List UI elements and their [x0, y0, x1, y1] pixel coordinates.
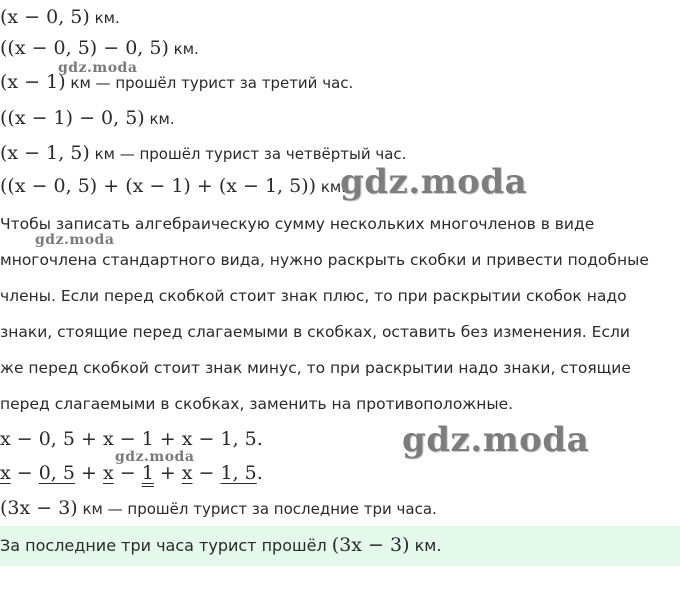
- like-term-x: x: [181, 462, 193, 484]
- watermark: gdz.moda: [402, 420, 590, 460]
- watermark: gdz.moda: [35, 232, 115, 248]
- line-text: км — прошёл турист за последние три часа.: [77, 500, 437, 518]
- math-expression: (x − 1, 5): [0, 142, 90, 164]
- paragraph-line: многочлена стандартного вида, нужно раскрыть скобки и привести подобные: [0, 251, 649, 269]
- paragraph-line: знаки, стоящие перед слагаемыми в скобках, оставить без изменения. Если: [0, 323, 630, 341]
- equation-line-6: [0, 175, 346, 197]
- math-expression: (3x − 3): [0, 497, 78, 519]
- math-expression: ((x − 0, 5) − 0, 5): [0, 37, 169, 59]
- answer-math: (3x − 3): [331, 534, 410, 556]
- line-text: км.: [168, 40, 199, 58]
- paragraph-line: Чтобы записать алгебраическую сумму нескольких многочленов в виде: [0, 215, 595, 233]
- punctuation: .: [256, 462, 263, 484]
- line-text: км.: [316, 178, 346, 196]
- watermark: gdz.moda: [340, 162, 528, 202]
- like-term-const: 0, 5: [38, 462, 75, 484]
- like-term-const: 1: [141, 462, 154, 484]
- math-expression: ((x − 0, 5) + (x − 1) + (x − 1, 5)): [0, 175, 317, 197]
- grouped-expression: [0, 462, 263, 484]
- answer-line: [0, 534, 441, 556]
- paragraph-line: члены. Если перед скобкой стоит знак плюс, то при раскрытии скобок надо: [0, 287, 627, 305]
- equation-line-2: [0, 37, 199, 59]
- watermark: gdz.moda: [115, 449, 195, 465]
- math-expression: (x − 0, 5): [0, 6, 90, 28]
- operator: −: [10, 462, 39, 484]
- like-term-const: 1, 5: [220, 462, 257, 484]
- answer-unit: км.: [409, 536, 442, 555]
- like-term-x: x: [102, 462, 114, 484]
- math-expression: (x − 1): [0, 71, 66, 93]
- paragraph-line: же перед скобкой стоит знак минус, то при раскрытии надо знаки, стоящие: [0, 359, 631, 377]
- equation-line-1: [0, 6, 120, 28]
- operator: +: [74, 462, 103, 484]
- result-line: [0, 497, 437, 519]
- line-text: км.: [89, 9, 120, 27]
- expanded-expression: [0, 428, 263, 450]
- line-text: км — прошёл турист за четвёртый час.: [89, 145, 407, 163]
- answer-text: За последние три часа турист прошёл: [0, 536, 332, 555]
- equation-line-5: [0, 142, 406, 164]
- paragraph-line: перед слагаемыми в скобках, заменить на противоположные.: [0, 395, 514, 413]
- math-expression: x − 0, 5 + x − 1 + x − 1, 5.: [0, 428, 263, 450]
- line-text: км.: [144, 110, 175, 128]
- watermark: gdz.moda: [58, 60, 138, 76]
- operator: +: [153, 462, 182, 484]
- like-term-x: x: [0, 462, 11, 484]
- operator: −: [192, 462, 221, 484]
- equation-line-4: [0, 107, 175, 129]
- equation-line-3: [0, 71, 353, 93]
- line-text: км — прошёл турист за третий час.: [65, 74, 354, 92]
- operator: −: [113, 462, 142, 484]
- math-expression: ((x − 1) − 0, 5): [0, 107, 145, 129]
